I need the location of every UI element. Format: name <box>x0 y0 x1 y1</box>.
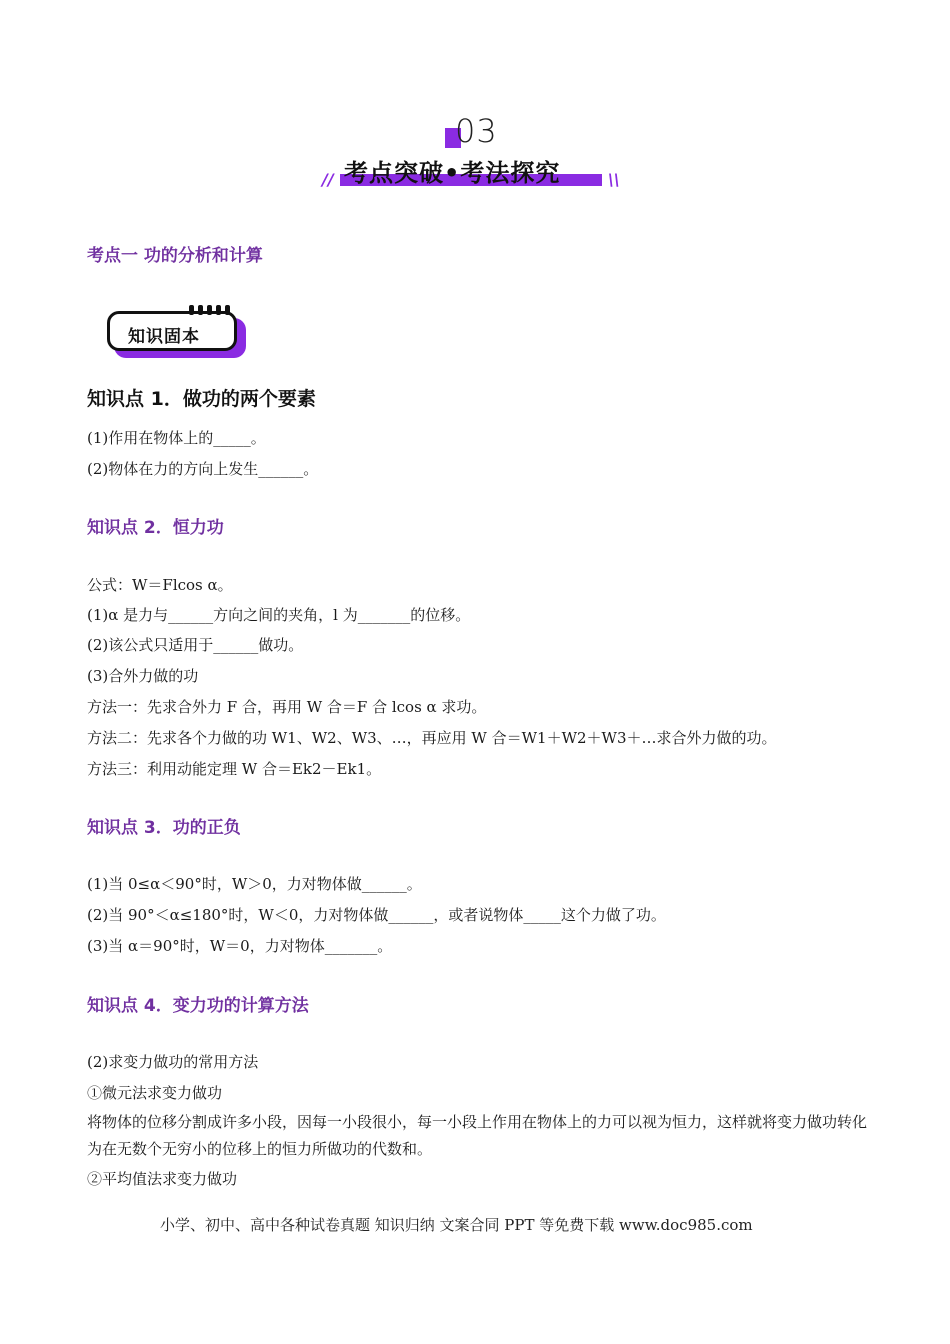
kp2-method-3: 方法三：利用动能定理 W 合＝Ek2－Ek1。 <box>87 760 382 778</box>
notebook-rings-icon <box>188 305 234 315</box>
section-title: 考点突破•考法探究 <box>344 159 561 187</box>
kp4-paragraph: 将物体的位移分割成许多小段，因每一小段很小，每一小段上作用在物体上的力可以视为恒力，这样就将变力做功转化为在无数个无穷小的位移上的恒力所做功的代数和。 <box>87 1113 868 1158</box>
kp3-heading: 知识点 3．功的正负 <box>87 818 241 838</box>
topic-heading: 考点一 功的分析和计算 <box>87 246 263 266</box>
left-slash-decoration: // <box>322 170 334 189</box>
kp1-line-2: (2)物体在力的方向上发生______。 <box>87 460 319 478</box>
kp2-heading: 知识点 2．恒力功 <box>87 518 224 538</box>
right-slash-decoration: \\ <box>608 170 620 189</box>
kp2-line-2: (2)该公式只适用于______做功。 <box>87 636 304 654</box>
section-number: 03 <box>455 112 498 150</box>
kp4-line-2: ①微元法求变力做功 <box>87 1084 223 1102</box>
kp4-line-3: ②平均值法求变力做功 <box>87 1170 238 1188</box>
kp4-heading: 知识点 4．变力功的计算方法 <box>87 996 309 1016</box>
kp2-line-3: (3)合外力做的功 <box>87 667 199 685</box>
kp3-line-1: (1)当 0≤α＜90°时，W＞0，力对物体做______。 <box>87 875 422 893</box>
kp2-line-1: (1)α 是力与______方向之间的夹角，l 为_______的位移。 <box>87 606 471 624</box>
kp2-formula: 公式：W＝Flcos α。 <box>87 576 233 594</box>
kp3-line-3: (3)当 α＝90°时，W＝0，力对物体_______。 <box>87 937 393 955</box>
kp4-line-1: (2)求变力做功的常用方法 <box>87 1053 259 1071</box>
kp3-line-2: (2)当 90°＜α≤180°时，W＜0，力对物体做______，或者说物体_____这个力做了功。 <box>87 906 666 924</box>
kp2-method-2: 方法二：先求各个力做的功 W1、W2、W3、…，再应用 W 合＝W1＋W2＋W3＋…求合外力做的功。 <box>87 729 777 747</box>
badge-label: 知识固本 <box>128 327 200 347</box>
kp2-method-1: 方法一：先求合外力 F 合，再用 W 合＝F 合 lcos α 求功。 <box>87 698 487 716</box>
kp1-line-1: (1)作用在物体上的_____。 <box>87 429 266 447</box>
kp1-heading: 知识点 1．做功的两个要素 <box>87 388 316 410</box>
page-footer: 小学、初中、高中各种试卷真题 知识归纳 文案合同 PPT 等免费下载 www.doc985.com <box>160 1216 753 1234</box>
